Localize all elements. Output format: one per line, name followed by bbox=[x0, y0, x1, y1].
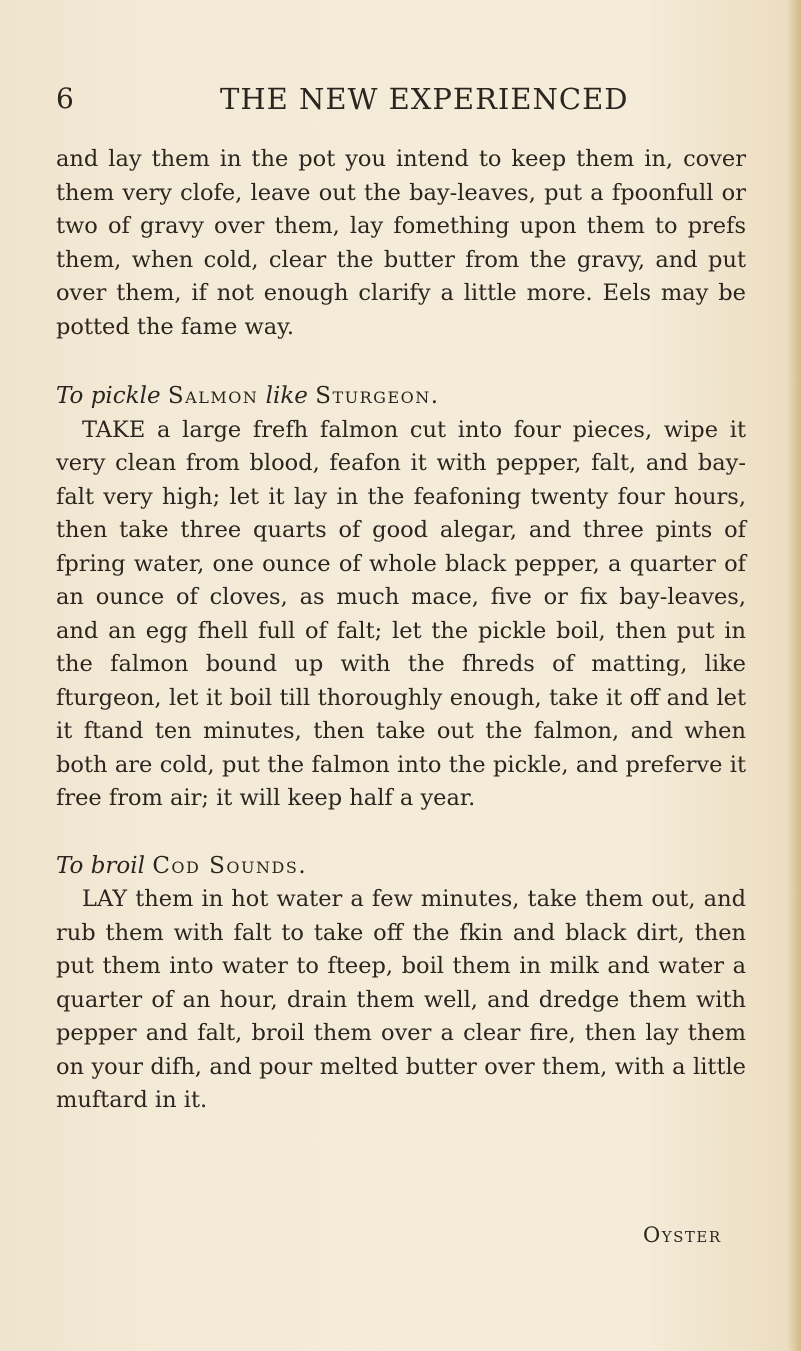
recipe-lead-word: LAY bbox=[82, 886, 128, 912]
title-sturgeon: Sturgeon. bbox=[315, 383, 440, 409]
recipe-text: them in hot water a few minutes, take them out, and rub them with falt to take off the fkin and black dirt, then put them into water to fteep, boil them in milk and water a quarter of an hour, drain them well, and dredge them with pepper and falt, broil them over a clear fire, then lay them on your difh, and pour melted butter over them, with a little muftard in it. bbox=[56, 886, 746, 1113]
recipe-text: a large frefh falmon cut into four pieces, wipe it very clean from blood, feafon it with pepper, falt, and bay-falt very high; let it lay in the feafoning twenty four hours, then take three quarts of good alegar, and three pints of fpring water, one ounce of whole black pepper, a quarter of an ounce of cloves, as much mace, five or fix bay-leaves, and an egg fhell full of falt; let the pickle boil, then put in the falmon bound up with the fhreds of matting, like fturgeon, let it boil till thoroughly enough, take it off and let it ftand ten minutes, then take out the falmon, and when both are cold, put the falmon into the pickle, and preferve it free from air; it will keep half a year. bbox=[56, 416, 746, 811]
recipe-title-broil-cod bbox=[56, 850, 746, 884]
continued-paragraph: and lay them in the pot you intend to keep them in, cover them very clofe, leave out the bay-leaves, put a fpoonfull or two of gravy over them, lay fomething upon them to prefs them, when cold, clear the butter from the gravy, and put over them, if not enough clarify a little more. Eels may be potted the fame way. bbox=[56, 146, 746, 340]
recipe-title-pickle-salmon bbox=[56, 380, 746, 414]
recipe-lead-word: TAKE bbox=[82, 416, 146, 443]
running-title: THE NEW EXPERIENCED bbox=[220, 82, 629, 116]
catchword: Oyster bbox=[643, 1223, 722, 1247]
page-number: 6 bbox=[56, 82, 74, 115]
page-text bbox=[56, 143, 746, 1118]
page-header bbox=[56, 82, 736, 122]
recipe-body-pickle-salmon bbox=[56, 414, 746, 816]
title-prefix: To broil bbox=[56, 852, 145, 879]
title-cod-sounds: Cod Sounds. bbox=[152, 852, 308, 879]
title-salmon: Salmon bbox=[167, 383, 259, 409]
title-prefix: To pickle bbox=[56, 383, 161, 409]
title-like: like bbox=[265, 383, 308, 409]
recipe-body-broil-cod bbox=[56, 883, 746, 1118]
page-edge bbox=[787, 0, 801, 1351]
